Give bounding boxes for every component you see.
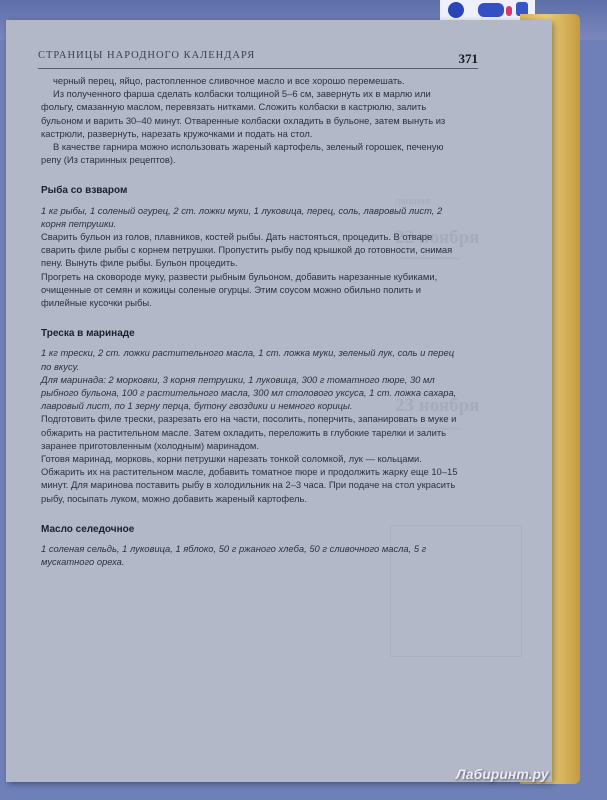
- running-title: СТРАНИЦЫ НАРОДНОГО КАЛЕНДАРЯ: [38, 50, 256, 61]
- ghost-date: 23 ноября: [395, 395, 480, 416]
- paragraph: Готовя маринад, морковь, корни петрушки нарезать тонкой соломкой, лук — кольцами. Обжарить их на растительном масле, добавить томатное пюре и продолжить жарку еще 10–15 минут. Для маринова поставить рыбу в холодильник на 2–3 часа. При подаче на стол украсить рыбу, посыпать луком, можно добавить жареный картофель.: [41, 453, 458, 504]
- ghost-date: 22 ноября: [395, 227, 480, 248]
- recipe-title: Треска в маринаде: [41, 328, 135, 340]
- paragraph: Прогреть на сковороде муку, развести рыбным бульоном, добавить нарезанные кубиками, очищенные от семян и кожицы соленые огурцы. Этим соусом можно обильно полить и филейные кусочки рыбы.: [41, 270, 438, 309]
- recipe-marinade: Для маринада: 2 морковки, 3 корня петрушки, 1 луковица, 300 г томатного пюре, 30 мл рыбного бульона, 100 г растительного масла, 300 мл столового уксуса, 1 ст. ложка сахара, лавровый лист, по 1 зерну перца, бутону гвоздики и немного корицы.: [41, 373, 457, 412]
- recipe-title: Масло селедочное: [41, 523, 135, 535]
- bookmark-pattern-mark: [478, 3, 504, 17]
- bookmark-pattern-mark: [506, 6, 512, 16]
- paragraph: Из полученного фарша сделать колбаски толщиной 5–6 см, завернуть их в марлю или фольгу, смазанную маслом, перевязать нитками. Сложить колбаски в кастрюлю, залить бульоном и варить 30–40 минут. Отваренные колбаски охладить в бульоне, затем вынуть из кастрюли, развернуть, нарезать кружочками и подать на стол.: [41, 88, 446, 139]
- bookmark-pattern-mark: [448, 2, 464, 18]
- paragraph: В качестве гарнира можно использовать жареный картофель, зеленый горошек, печеную репу (Из старинных рецептов).: [41, 141, 444, 166]
- page-number: 371: [458, 51, 478, 66]
- watermark-logo: Лабиринт.ру: [456, 766, 549, 782]
- page-header: [38, 44, 478, 69]
- book-page: [6, 20, 552, 782]
- recipe-ingredients: 1 соленая сельдь, 1 луковица, 1 яблоко, 50 г ржаного хлеба, 50 г сливочного масла, 5 г мускатного ореха.: [41, 543, 427, 568]
- paragraph: Сварить бульон из голов, плавников, костей рыбы. Дать настояться, процедить. В отваре сварить филе рыбы с корнем петрушки. Пропустить рыбу под крышкой до готовности, снимая пену. Вынуть филе рыбы. Бульон процедить.: [41, 231, 453, 269]
- recipe-ingredients: 1 кг трески, 2 ст. ложки растительного масла, 1 ст. ложка муки, зеленый лук, соль и перец по вкусу.: [41, 347, 455, 372]
- recipe-title: Рыба со взваром: [41, 185, 128, 197]
- recipe-ingredients: 1 кг рыбы, 1 соленый огурец, 2 ст. ложки муки, 1 луковица, перец, соль, лавровый лист, 2 корня петрушки.: [41, 204, 443, 229]
- ghost-line: дяшняя: [395, 195, 431, 207]
- paragraph: черный перец, яйцо, растопленное сливочное масло и все хорошо перемешать.: [53, 75, 405, 86]
- page-body: [41, 74, 459, 569]
- paragraph: Подготовить филе трески, разрезать его на части, посолить, поперчить, запанировать в муке и обжарить на растительном масле. Затем охладить, переложить в глубокие тарелки и залить заранее приготовленным (холодным) маринадом.: [41, 413, 457, 451]
